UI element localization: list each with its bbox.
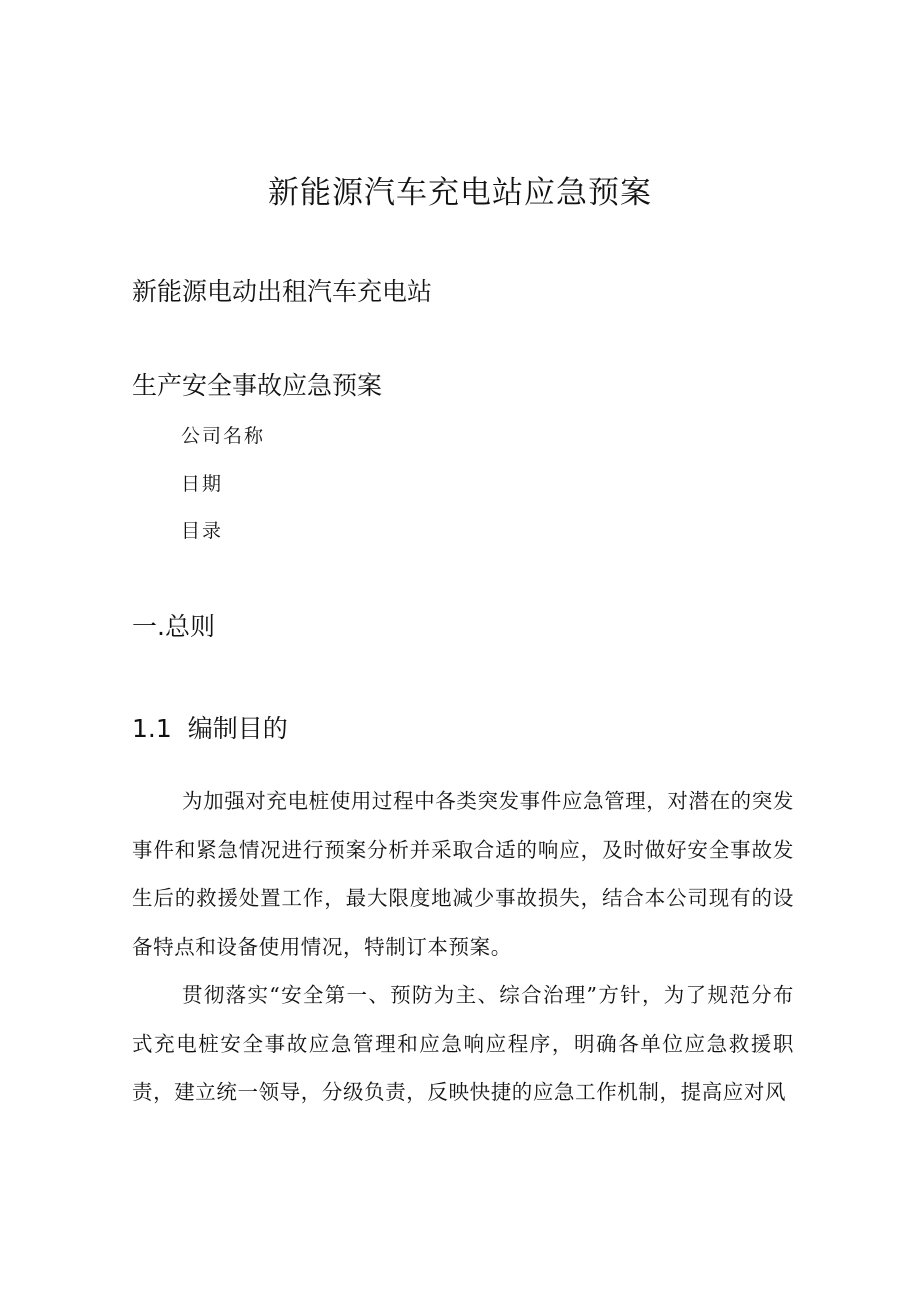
toc-label: 目录 xyxy=(181,520,224,542)
document-subtitle-line2: 生产安全事故应急预案 xyxy=(132,371,383,400)
date-label: 日期 xyxy=(181,473,224,495)
company-name-label: 公司名称 xyxy=(181,425,266,447)
document-subtitle-line1: 新能源电动出租汽车充电站 xyxy=(132,277,433,306)
subsection-number: 1.1 xyxy=(132,714,172,743)
body-paragraph-2: 贯彻落实“安全第一、预防为主、综合治理”方针，为了规范分布式充电桩安全事故应急管理和应急响应程序，明确各单位应急救援职责，建立统一领导，分级负责，反映快捷的应急工作机制，提高应对风 xyxy=(132,983,794,1104)
body-paragraph-1: 为加强对充电桩使用过程中各类突发事件应急管理，对潜在的突发事件和紧急情况进行预案分析并采取合适的响应，及时做好安全事故发生后的救援处置工作，最大限度地减少事故损失，结合本公司现有的设备特点和设备使用情况，特制订本预案。 xyxy=(132,789,794,959)
document-title: 新能源汽车充电站应急预案 xyxy=(268,175,652,211)
section-heading-general: 一.总则 xyxy=(132,612,215,641)
subsection-heading-purpose xyxy=(132,709,288,749)
subsection-title: 编制目的 xyxy=(187,714,288,743)
